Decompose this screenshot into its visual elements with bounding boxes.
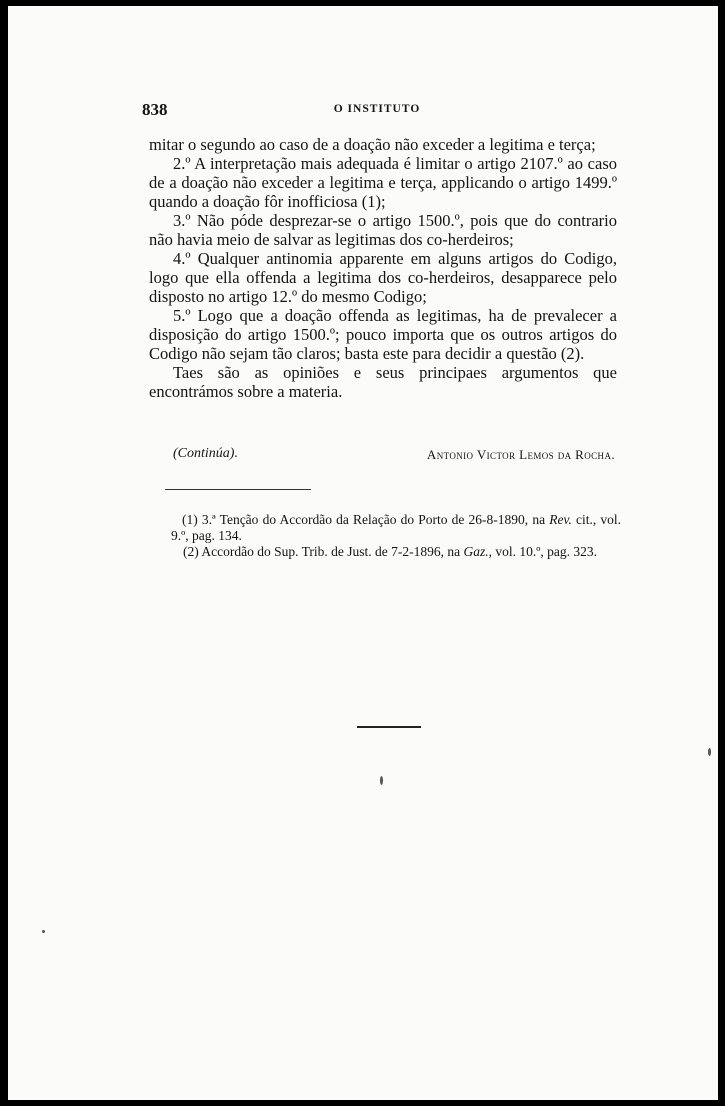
footnote-2-ref: Gaz. [463,544,489,559]
paragraph-conclusion: Taes são as opiniões e seus principaes argumentos que encontrámos sobre a materia. [149,363,617,401]
paper-speck [42,930,45,933]
paragraph-item-5: 5.º Logo que a doação offenda as legitimas, ha de prevalecer a disposição do artigo 1500.º; pouco importa que os outros artigos do Codigo não sejam tão claros; basta este para decidir a questão (2). [149,306,617,363]
paragraph-item-2: 2.º A interpretação mais adequada é limitar o artigo 2107.º ao caso de a doação não exceder a legitima e terça, applicando o artigo 1499.º quando a doação fôr inofficiosa (1); [149,154,617,211]
footnote-2 [171,544,621,560]
footnote-1-text: (1) 3.ª Tenção do Accordão da Relação do Porto de 26-8-1890, na [182,512,546,527]
footnote-1-ref: Rev. [549,512,572,527]
footnote-2-text: (2) Accordão do Sup. Trib. de Just. de 7-2-1896, na [183,544,461,559]
body-text [149,135,617,401]
paper-speck [708,748,711,756]
footnote-1-rest: cit., vol. 9.º, pag. 134. [171,512,622,543]
paragraph-continuation: mitar o segundo ao caso de a doação não exceder a legitima e terça; [149,135,596,154]
book-page [8,6,718,1100]
footnote-1 [171,512,621,544]
page-number: 838 [142,100,168,119]
footnote-divider [165,489,311,490]
journal-title: O INSTITUTO [333,103,421,115]
paper-speck [380,776,383,785]
author-signature: Antonio Victor Lemos da Rocha. [426,447,615,462]
end-rule [357,726,421,728]
running-head [142,100,612,122]
footnotes [171,512,621,560]
footnote-2-rest: , vol. 10.º, pag. 323. [488,544,598,559]
paragraph-item-4: 4.º Qualquer antinomia apparente em alguns artigos do Codigo, logo que ella offenda a legitima dos co-herdeiros, desapparece pelo disposto no artigo 12.º do mesmo Codigo; [149,249,617,306]
paragraph-item-3: 3.º Não póde desprezar-se o artigo 1500.º, pois que do contrario não havia meio de salvar as legitimas dos co-herdeiros; [149,211,617,249]
continua-note: (Continúa). [173,446,238,461]
signature-line [173,446,615,466]
